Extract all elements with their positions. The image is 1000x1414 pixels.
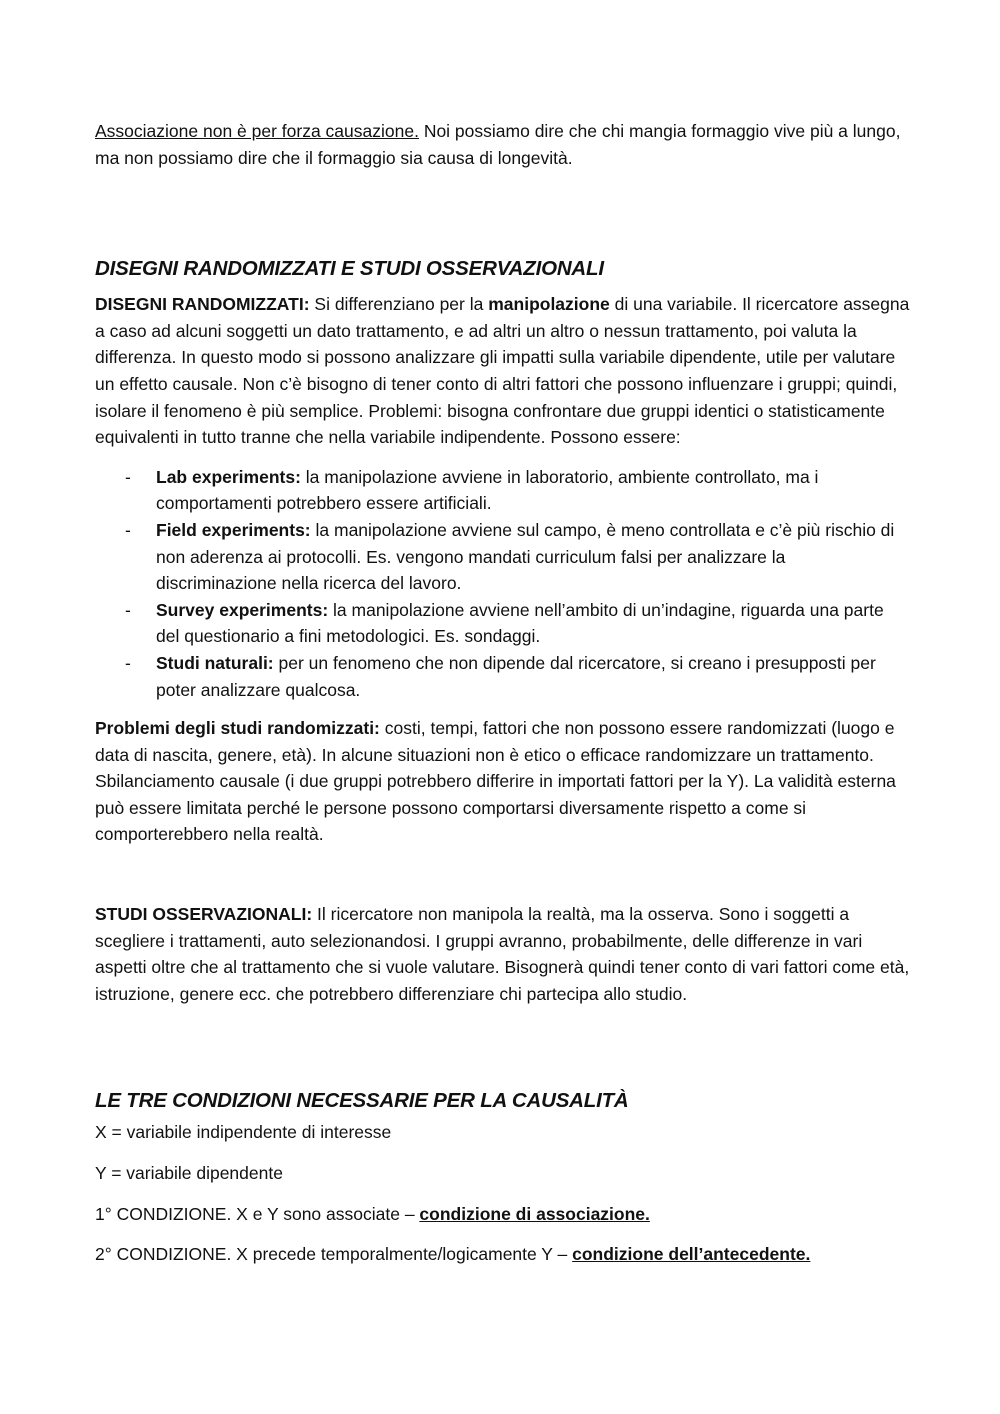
list-dash: -	[125, 519, 131, 540]
list-item-term: Lab experiments:	[156, 466, 301, 487]
list-item	[95, 650, 910, 703]
intro-text: Noi possiamo dire che chi mangia formaggio vive più a lungo, ma non possiamo dire che il formaggio sia causa di longevità.	[95, 121, 901, 168]
list-dash: -	[125, 466, 131, 487]
condition-1-text: 1° CONDIZIONE. X e Y sono associate –	[95, 1203, 420, 1224]
list-item-desc: la manipolazione avviene in laboratorio, ambiente controllato, ma i comportamenti potrebbero essere artificiali.	[156, 466, 819, 514]
problemi-text: costi, tempi, fattori che non possono essere randomizzati (luogo e data di nascita, genere, età). In alcune situazioni non è etico o efficace randomizzare un trattamento. Sbilanciamento causale (i due gruppi potrebbero differire in importati fattori per la Y). La validità esterna può essere limitata perché le persone possono comportarsi diversamente rispetto a come si comporterebbero nella realtà.	[95, 718, 896, 845]
problemi-label: Problemi degli studi randomizzati:	[95, 718, 380, 739]
osservazionali-label: STUDI OSSERVAZIONALI:	[95, 904, 313, 925]
problemi-paragraph	[95, 715, 910, 848]
intro-paragraph	[95, 118, 910, 171]
condition-1	[95, 1201, 910, 1228]
list-item-desc: la manipolazione avviene nell’ambito di un’indagine, riguarda una parte del questionario a fini metodologici. Es. sondaggi.	[156, 599, 884, 647]
condition-2-text: 2° CONDIZIONE. X precede temporalmente/logicamente Y –	[95, 1244, 573, 1265]
randomizzati-text-b: di una variabile. Il ricercatore assegna a caso ad alcuni soggetti un dato trattamento, e ad altri un altro o nessun trattamento, poi valuta la differenza. In questo modo si possono analizzare gli impatti sulla variabile dipendente, utile per valutare un effetto causale. Non c’è bisogno di tener conto di altri fattori che possono influenzare i gruppi; quindi, isolare il fenomeno è più semplice. Problemi: bisogna confrontare due gruppi identici o statisticamente equivalenti in tutto tranne che nella variabile indipendente. Possono essere:	[95, 294, 910, 448]
condition-2-emphasis: condizione dell’antecedente.	[572, 1244, 811, 1265]
condition-2	[95, 1241, 910, 1268]
experiment-types-list	[95, 464, 910, 703]
list-dash: -	[125, 599, 131, 620]
list-item	[95, 597, 910, 650]
list-item	[95, 517, 910, 597]
randomizzati-label: DISEGNI RANDOMIZZATI:	[95, 294, 310, 315]
condition-1-emphasis: condizione di associazione.	[419, 1203, 650, 1224]
randomizzati-bold-word: manipolazione	[488, 294, 610, 315]
x-definition: X = variabile indipendente di interesse	[95, 1122, 392, 1143]
osservazionali-text: Il ricercatore non manipola la realtà, ma la osserva. Sono i soggetti a scegliere i trattamenti, auto selezionandosi. I gruppi avranno, probabilmente, delle differenze in vari aspetti oltre che al trattamento che si vuole valutare. Bisognerà quindi tener conto di vari fattori come età, istruzione, genere ecc. che potrebbero differenziare chi partecipa allo studio.	[95, 904, 910, 1004]
list-item-term: Survey experiments:	[156, 599, 329, 620]
list-item	[95, 464, 910, 517]
y-definition: Y = variabile dipendente	[95, 1163, 283, 1184]
osservazionali-paragraph	[95, 901, 910, 1007]
intro-underlined-statement: Associazione non è per forza causazione.	[95, 121, 419, 141]
section-heading-disegni: DISEGNI RANDOMIZZATI E STUDI OSSERVAZIONALI	[95, 257, 604, 281]
randomizzati-paragraph	[95, 291, 910, 451]
list-item-term: Studi naturali:	[156, 652, 274, 673]
list-item-term: Field experiments:	[156, 519, 311, 540]
list-item-desc: la manipolazione avviene sul campo, è meno controllata e c’è più rischio di non aderenza ai protocolli. Es. vengono mandati curriculum falsi per analizzare la discriminazione nella ricerca del lavoro.	[156, 519, 895, 594]
section-heading-condizioni: LE TRE CONDIZIONI NECESSARIE PER LA CAUSALITÀ	[95, 1089, 629, 1113]
randomizzati-text-a: Si differenziano per la	[309, 294, 489, 315]
list-dash: -	[125, 652, 131, 673]
list-item-desc: per un fenomeno che non dipende dal ricercatore, si creano i presupposti per poter analizzare qualcosa.	[156, 652, 876, 700]
